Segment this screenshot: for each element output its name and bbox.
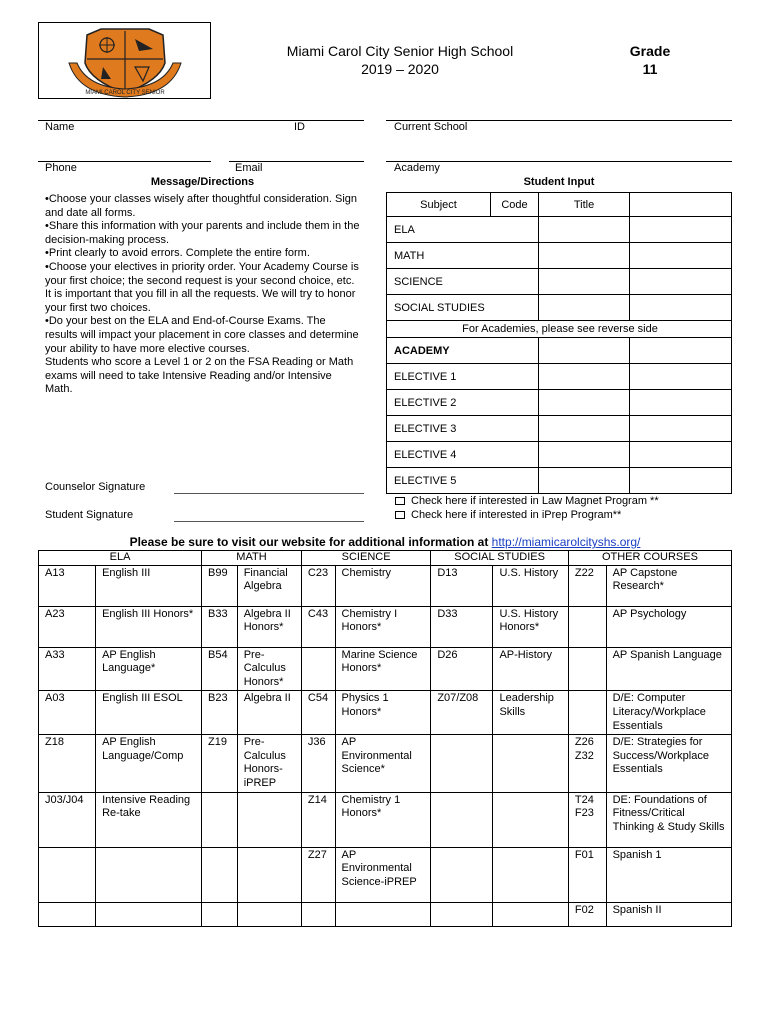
entry-cell[interactable] [630, 468, 733, 493]
course-table-body [39, 565, 732, 926]
grade-value: 11 [642, 61, 658, 77]
subject-cell: ELA [387, 217, 539, 242]
subject-cell: ELECTIVE 3 [387, 416, 539, 441]
course-code-cell [431, 847, 493, 902]
law-magnet-label: Check here if interested in Law Magnet Program ** [411, 495, 659, 507]
course-title-cell: AP Capstone Research* [606, 565, 731, 606]
input-row-social-studies [387, 295, 731, 321]
course-title-cell [96, 847, 202, 902]
course-code-cell: B54 [202, 647, 238, 691]
course-title-cell [237, 847, 301, 902]
entry-cell[interactable] [539, 338, 630, 363]
course-title-cell: Leadership Skills [493, 691, 568, 735]
direction-item: •Share this information with your parents and include them in the decision-making process. [45, 220, 360, 246]
input-row-elective-2 [387, 390, 731, 416]
subject-cell: SCIENCE [387, 269, 539, 294]
counselor-signature-label: Counselor Signature [45, 481, 146, 493]
iprep-checkbox[interactable] [395, 511, 405, 519]
subject-cell: ELECTIVE 4 [387, 442, 539, 467]
course-code-cell: D33 [431, 606, 493, 647]
input-row-elective-4 [387, 442, 731, 468]
input-row-ela [387, 217, 731, 243]
course-code-cell: Z26 Z32 [568, 735, 606, 792]
subject-cell: SOCIAL STUDIES [387, 295, 539, 320]
entry-cell[interactable] [539, 442, 630, 467]
course-code-cell: J03/J04 [39, 792, 96, 847]
iprep-label: Check here if interested in iPrep Program** [411, 509, 622, 521]
school-year: 2019 – 2020 [361, 61, 439, 77]
blank-header-cell [630, 193, 733, 216]
course-title-cell: AP English Language* [96, 647, 202, 691]
header-other-courses: OTHER COURSES [568, 551, 731, 566]
course-code-cell [431, 902, 493, 926]
course-title-cell: AP English Language/Comp [96, 735, 202, 792]
course-title-cell: U.S. History Honors* [493, 606, 568, 647]
entry-cell[interactable] [539, 217, 630, 242]
course-code-cell: A13 [39, 565, 96, 606]
course-code-cell: B33 [202, 606, 238, 647]
course-title-cell: Pre-Calculus Honors-iPREP [237, 735, 301, 792]
student-signature-line[interactable] [174, 521, 364, 522]
school-name: Miami Carol City Senior High School [286, 43, 514, 59]
entry-cell[interactable] [630, 243, 733, 268]
course-code-cell [39, 902, 96, 926]
course-code-cell [431, 792, 493, 847]
course-code-cell: Z18 [39, 735, 96, 792]
course-title-cell: Spanish 1 [606, 847, 731, 902]
subject-cell: MATH [387, 243, 539, 268]
course-code-cell [431, 735, 493, 792]
course-title-cell: Pre-Calculus Honors* [237, 647, 301, 691]
course-title-cell: Financial Algebra [237, 565, 301, 606]
entry-cell[interactable] [630, 416, 733, 441]
law-magnet-checkbox-row[interactable] [395, 495, 659, 507]
course-code-cell: F01 [568, 847, 606, 902]
entry-cell[interactable] [539, 295, 630, 320]
course-title-cell: English III Honors* [96, 606, 202, 647]
course-title-cell: Algebra II Honors* [237, 606, 301, 647]
phone-field-label[interactable]: Phone [45, 162, 77, 174]
student-input-table [386, 192, 732, 494]
directions-title: Message/Directions [150, 176, 255, 188]
email-field-label[interactable]: Email [235, 162, 263, 174]
header-math: MATH [202, 551, 302, 566]
course-row [39, 735, 732, 792]
input-row-math [387, 243, 731, 269]
input-row-academy [387, 338, 731, 364]
academy-field-label[interactable]: Academy [394, 162, 440, 174]
name-id-line [38, 120, 364, 121]
course-code-cell: A33 [39, 647, 96, 691]
name-field-label[interactable]: Name [45, 121, 75, 133]
course-row [39, 565, 732, 606]
course-title-cell: Chemistry 1 Honors* [335, 792, 431, 847]
subject-cell: ELECTIVE 2 [387, 390, 539, 415]
entry-cell[interactable] [539, 416, 630, 441]
course-title-cell: Chemistry [335, 565, 431, 606]
course-code-cell: Z07/Z08 [431, 691, 493, 735]
direction-item: •Print clearly to avoid errors. Complete the entire form. [45, 247, 310, 260]
direction-item: Students who score a Level 1 or 2 on the FSA Reading or Math exams will need to take Intensive Reading and/or Intensive Math. [45, 356, 354, 396]
course-title-cell: AP Environmental Science-iPREP [335, 847, 431, 902]
entry-cell[interactable] [630, 269, 733, 294]
course-title-cell: D/E: Strategies for Success/Workplace Essentials [606, 735, 731, 792]
course-title-cell: Marine Science Honors* [335, 647, 431, 691]
course-code-cell [202, 847, 238, 902]
col-subject-header: Subject [387, 193, 491, 216]
course-title-cell: AP-History [493, 647, 568, 691]
directions-list [45, 193, 360, 397]
entry-cell[interactable] [539, 364, 630, 389]
course-code-cell: D26 [431, 647, 493, 691]
course-title-cell [493, 847, 568, 902]
course-code-cell: B99 [202, 565, 238, 606]
course-title-cell: DE: Foundations of Fitness/Critical Thinking & Study Skills [606, 792, 731, 847]
entry-cell[interactable] [630, 295, 733, 320]
header-science: SCIENCE [301, 551, 430, 566]
grade-label: Grade [629, 43, 671, 59]
course-code-cell: J36 [301, 735, 335, 792]
entry-cell[interactable] [539, 468, 630, 493]
course-code-cell: Z22 [568, 565, 606, 606]
course-row [39, 902, 732, 926]
student-signature-label: Student Signature [45, 509, 134, 521]
direction-item: •Choose your classes wisely after thoughtful consideration. Sign and date all forms. [45, 193, 358, 219]
input-row-science [387, 269, 731, 295]
counselor-signature-line[interactable] [174, 493, 364, 494]
course-code-cell: B23 [202, 691, 238, 735]
course-title-cell [493, 735, 568, 792]
course-row [39, 792, 732, 847]
course-code-cell: A03 [39, 691, 96, 735]
website-link[interactable]: http://miamicarolcityshs.org/ [491, 535, 641, 549]
course-code-cell [301, 902, 335, 926]
course-code-cell [301, 647, 335, 691]
course-row [39, 647, 732, 691]
course-code-cell [568, 647, 606, 691]
course-title-cell: AP Psychology [606, 606, 731, 647]
input-row-elective-5 [387, 468, 731, 493]
course-title-cell [237, 902, 301, 926]
course-title-cell: AP Spanish Language [606, 647, 731, 691]
header-ela: ELA [39, 551, 202, 566]
col-code-header: Code [491, 193, 539, 216]
course-title-cell: D/E: Computer Literacy/Workplace Essentials [606, 691, 731, 735]
entry-cell[interactable] [539, 269, 630, 294]
course-title-cell [335, 902, 431, 926]
student-input-title: Student Input [523, 176, 595, 188]
course-code-cell: C54 [301, 691, 335, 735]
student-input-header-row [387, 193, 731, 217]
course-title-cell: U.S. History [493, 565, 568, 606]
id-field-label[interactable]: ID [294, 121, 305, 133]
course-code-cell: D13 [431, 565, 493, 606]
course-code-cell [568, 606, 606, 647]
course-title-cell: Spanish II [606, 902, 731, 926]
direction-item: •Choose your electives in priority order. Your Academy Course is your first choice; the second request is your second choice, etc. It is important that you fill in all the requests. We will try to honor your first two choices. [45, 260, 359, 314]
entry-cell[interactable] [630, 364, 733, 389]
course-title-cell: AP Environmental Science* [335, 735, 431, 792]
course-code-cell [568, 691, 606, 735]
course-code-cell: C43 [301, 606, 335, 647]
iprep-checkbox-row[interactable] [395, 509, 621, 521]
law-magnet-checkbox[interactable] [395, 497, 405, 505]
current-school-field-label[interactable]: Current School [394, 121, 468, 133]
course-catalog-table [38, 550, 732, 927]
course-title-cell: Intensive Reading Re-take [96, 792, 202, 847]
website-note [38, 535, 732, 549]
course-row [39, 691, 732, 735]
course-title-cell [96, 902, 202, 926]
course-title-cell: Chemistry I Honors* [335, 606, 431, 647]
subject-cell: ACADEMY [387, 338, 539, 363]
direction-item: •Do your best on the ELA and End-of-Course Exams. The results will impact your placement in core classes and determine your ability to have more elective courses. [45, 315, 359, 355]
course-title-cell: English III ESOL [96, 691, 202, 735]
col-title-header: Title [539, 193, 630, 216]
entry-cell[interactable] [630, 442, 733, 467]
course-row [39, 606, 732, 647]
website-text: Please be sure to visit our website for additional information at [129, 535, 489, 549]
entry-cell[interactable] [630, 217, 733, 242]
input-row-elective-3 [387, 416, 731, 442]
entry-cell[interactable] [539, 390, 630, 415]
course-code-cell: A23 [39, 606, 96, 647]
course-code-cell: Z19 [202, 735, 238, 792]
course-code-cell [202, 902, 238, 926]
course-code-cell: Z14 [301, 792, 335, 847]
course-title-cell [493, 902, 568, 926]
input-row-elective-1 [387, 364, 731, 390]
entry-cell[interactable] [630, 390, 733, 415]
svg-text:MIAMI CAROL CITY SENIOR: MIAMI CAROL CITY SENIOR [85, 90, 165, 96]
academies-note-row [387, 321, 731, 338]
course-title-cell: Physics 1 Honors* [335, 691, 431, 735]
course-code-cell: F02 [568, 902, 606, 926]
subject-cell: ELECTIVE 1 [387, 364, 539, 389]
course-code-cell: T24 F23 [568, 792, 606, 847]
course-title-cell: Algebra II [237, 691, 301, 735]
header-social-studies: SOCIAL STUDIES [431, 551, 569, 566]
course-title-cell [493, 792, 568, 847]
course-code-cell [202, 792, 238, 847]
subject-cell: ELECTIVE 5 [387, 468, 539, 493]
course-code-cell [39, 847, 96, 902]
school-crest-logo [39, 23, 210, 98]
academies-note: For Academies, please see reverse side [462, 323, 658, 335]
course-code-cell: Z27 [301, 847, 335, 902]
course-title-cell: English III [96, 565, 202, 606]
entry-cell[interactable] [539, 243, 630, 268]
entry-cell[interactable] [630, 338, 733, 363]
course-header-row [39, 551, 732, 566]
course-code-cell: C23 [301, 565, 335, 606]
course-row [39, 847, 732, 902]
course-title-cell [237, 792, 301, 847]
logo-box [38, 22, 211, 99]
